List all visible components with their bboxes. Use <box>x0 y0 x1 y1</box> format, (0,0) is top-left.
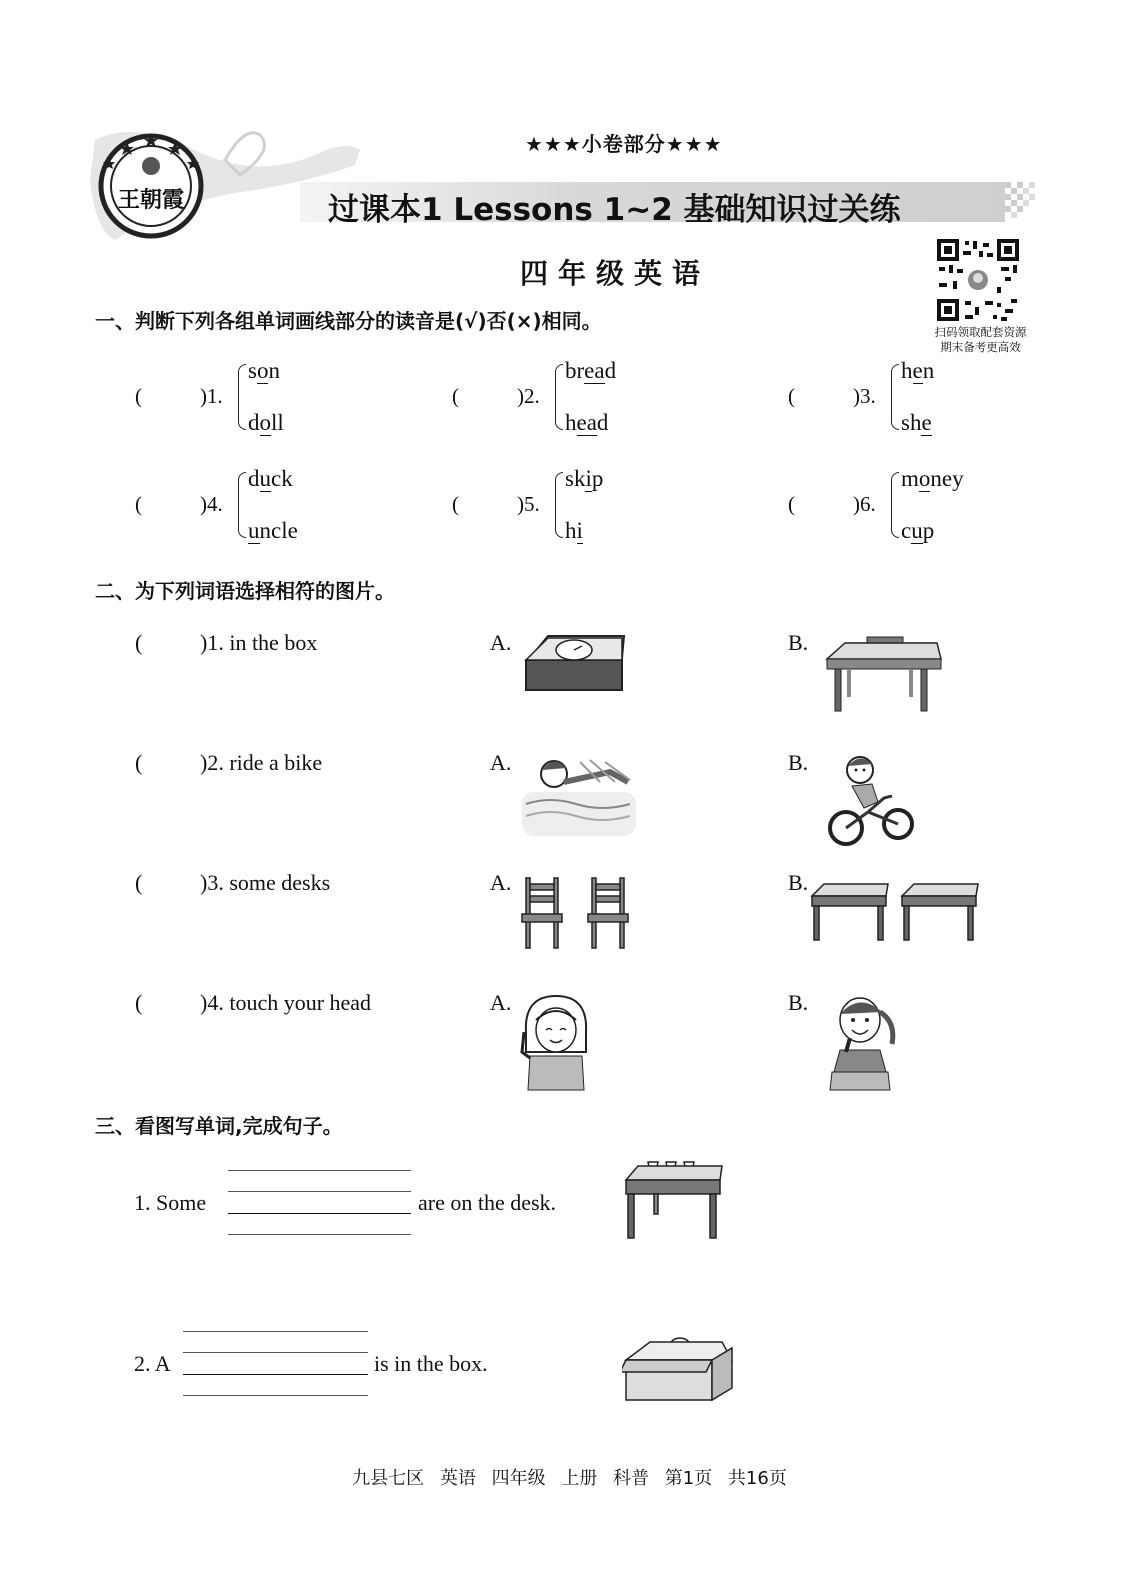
question-label: )1. in the box <box>200 630 318 655</box>
answer-paren[interactable]: ( <box>135 384 142 408</box>
word: uncle <box>248 518 298 543</box>
two-chairs-icon <box>518 876 638 952</box>
boy-swimming-icon <box>520 752 640 838</box>
sentence-end: is in the box. <box>374 1351 488 1376</box>
option-a-label: A. <box>490 750 512 775</box>
writing-guide-line <box>228 1191 411 1192</box>
word: money <box>901 466 964 491</box>
word: head <box>565 410 609 435</box>
brace <box>555 472 563 538</box>
girl-touching-head-icon <box>518 992 594 1092</box>
question-number: )3. <box>853 384 876 408</box>
qr-code-icon <box>935 237 1021 323</box>
answer-paren[interactable]: ( <box>135 492 142 516</box>
option-b-label: B. <box>788 990 809 1015</box>
question-label: )4. touch your head <box>200 990 372 1015</box>
answer-paren[interactable]: ( <box>135 630 143 655</box>
answer-paren[interactable]: ( <box>788 384 795 408</box>
subject-title: 四年级英语 <box>520 257 711 290</box>
brace <box>238 472 246 538</box>
word: doll <box>248 410 284 435</box>
question-number: )1. <box>200 384 223 408</box>
qr-caption-line: 期末备考更高效 <box>940 340 1021 354</box>
answer-line[interactable] <box>228 1213 411 1214</box>
qr-caption-line: 扫码领取配套资源 <box>934 325 1027 339</box>
section2-title: 二、为下列词语选择相符的图片。 <box>95 579 395 603</box>
section3-title: 三、看图写单词,完成句子。 <box>95 1114 343 1138</box>
word: son <box>248 358 280 383</box>
word: bread <box>565 358 617 383</box>
page-title: 过课本1 Lessons 1~2 基础知识过关练 <box>328 192 901 228</box>
writing-guide-line <box>228 1170 411 1171</box>
question-label: )2. ride a bike <box>200 750 323 775</box>
section-label: ★★★小卷部分★★★ <box>525 132 723 156</box>
writing-guide-line <box>183 1331 368 1332</box>
girl-touching-chin-icon <box>826 992 902 1092</box>
banner-checker-decoration <box>1005 182 1037 222</box>
sentence-start: 1. Some <box>134 1190 207 1215</box>
word: duck <box>248 466 293 491</box>
boy-riding-bike-icon <box>828 752 918 852</box>
two-desks-icon <box>810 882 982 944</box>
books-on-table-icon <box>825 635 945 713</box>
answer-paren[interactable]: ( <box>452 384 459 408</box>
answer-paren[interactable]: ( <box>788 492 795 516</box>
clock-in-box-icon <box>622 1332 738 1404</box>
brace <box>891 364 899 430</box>
brace <box>555 364 563 430</box>
word: she <box>901 410 932 435</box>
logo-brand-text: 王朝霞 <box>117 188 184 213</box>
word: hen <box>901 358 935 383</box>
logo <box>95 128 207 240</box>
option-b-label: B. <box>788 630 809 655</box>
option-a-label: A. <box>490 990 512 1015</box>
cups-on-desk-icon <box>624 1158 726 1240</box>
option-a-label: A. <box>490 630 512 655</box>
writing-guide-line <box>183 1352 368 1353</box>
answer-paren[interactable]: ( <box>135 750 143 775</box>
option-a-label: A. <box>490 870 512 895</box>
sentence-start: 2. A <box>134 1351 171 1376</box>
qr-caption <box>918 325 1043 355</box>
answer-paren[interactable]: ( <box>452 492 459 516</box>
option-b-label: B. <box>788 750 809 775</box>
word: cup <box>901 518 935 543</box>
writing-guide-line <box>228 1234 411 1235</box>
brace <box>891 472 899 538</box>
question-number: )2. <box>517 384 540 408</box>
word: skip <box>565 466 604 491</box>
writing-guide-line <box>183 1395 368 1396</box>
section1-title: 一、判断下列各组单词画线部分的读音是(√)否(×)相同。 <box>95 309 602 333</box>
answer-paren[interactable]: ( <box>135 990 143 1015</box>
option-b-label: B. <box>788 870 809 895</box>
question-label: )3. some desks <box>200 870 331 895</box>
question-number: )4. <box>200 492 223 516</box>
question-number: )5. <box>517 492 540 516</box>
page-footer: 九县七区 英语 四年级 上册 科普 第1页 共16页 <box>352 1468 787 1489</box>
question-number: )6. <box>853 492 876 516</box>
clock-in-box-icon <box>522 630 628 694</box>
word: hi <box>565 518 583 543</box>
answer-paren[interactable]: ( <box>135 870 143 895</box>
sentence-end: are on the desk. <box>418 1190 557 1215</box>
answer-line[interactable] <box>183 1374 368 1375</box>
brace <box>238 364 246 430</box>
